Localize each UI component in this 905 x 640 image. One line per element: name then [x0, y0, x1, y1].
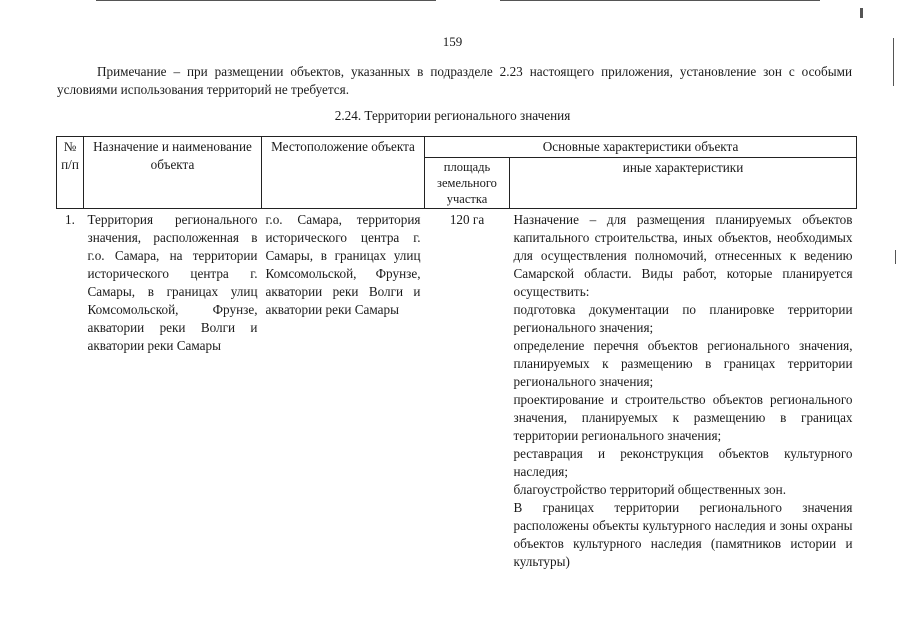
page-number: 159	[442, 34, 463, 49]
table-row	[57, 209, 857, 574]
characteristics-line: проектирование и строительство объектов регионального значения, планируемых к размещению в границах территории регионального значения;	[513, 392, 853, 443]
header-location: Местоположение объекта	[262, 137, 425, 209]
row-area: 120 га	[449, 212, 485, 227]
row-name: Территория регионального значения, расположенная в г.о. Самара, на территории исторического центра г. Самары, в границах улиц Комсомольской, Фрунзе, акватории реки Волги и акватории реки Самары	[87, 212, 258, 353]
row-num: 1.	[65, 212, 75, 227]
header-name: Назначение и наименование объекта	[84, 137, 262, 209]
header-characteristics: Основные характеристики объекта	[425, 137, 857, 158]
header-other: иные характеристики	[510, 158, 857, 209]
row-other-characteristics	[510, 209, 857, 574]
characteristics-line: реставрация и реконструкция объектов культурного наследия;	[513, 446, 853, 479]
characteristics-line: В границах территории регионального значения расположены объекты культурного наследия и зоны охраны объектов культурного наследия (памятников истории и культуры)	[513, 500, 853, 569]
row-location: г.о. Самара, территория исторического центра г. Самары, в границах улиц Комсомольской, Фрунзе, акватории реки Волги и акватории реки Самары	[265, 212, 421, 317]
characteristics-line: благоустройство территорий общественных зон.	[513, 482, 786, 497]
header-area: площадь земельного участка	[425, 158, 510, 209]
regional-territories-table	[56, 136, 857, 573]
section-title: 2.24. Территории регионального значения	[334, 108, 571, 123]
note-paragraph: Примечание – при размещении объектов, указанных в подразделе 2.23 настоящего приложения, установление зон с особыми условиями использования территорий не требуется.	[57, 64, 852, 97]
characteristics-line: определение перечня объектов регионального значения, планируемых к размещению в границах территории регионального значения;	[513, 338, 853, 389]
characteristics-line: подготовка документации по планировке территории регионального значения;	[513, 302, 853, 335]
characteristics-line: Назначение – для размещения планируемых объектов капитального строительства, иных объектов, необходимых для осуществления полномочий, отнесенных к ведению Самарской области. Виды работ, которые планируется осуществить:	[513, 212, 853, 299]
header-num: № п/п	[57, 137, 84, 209]
